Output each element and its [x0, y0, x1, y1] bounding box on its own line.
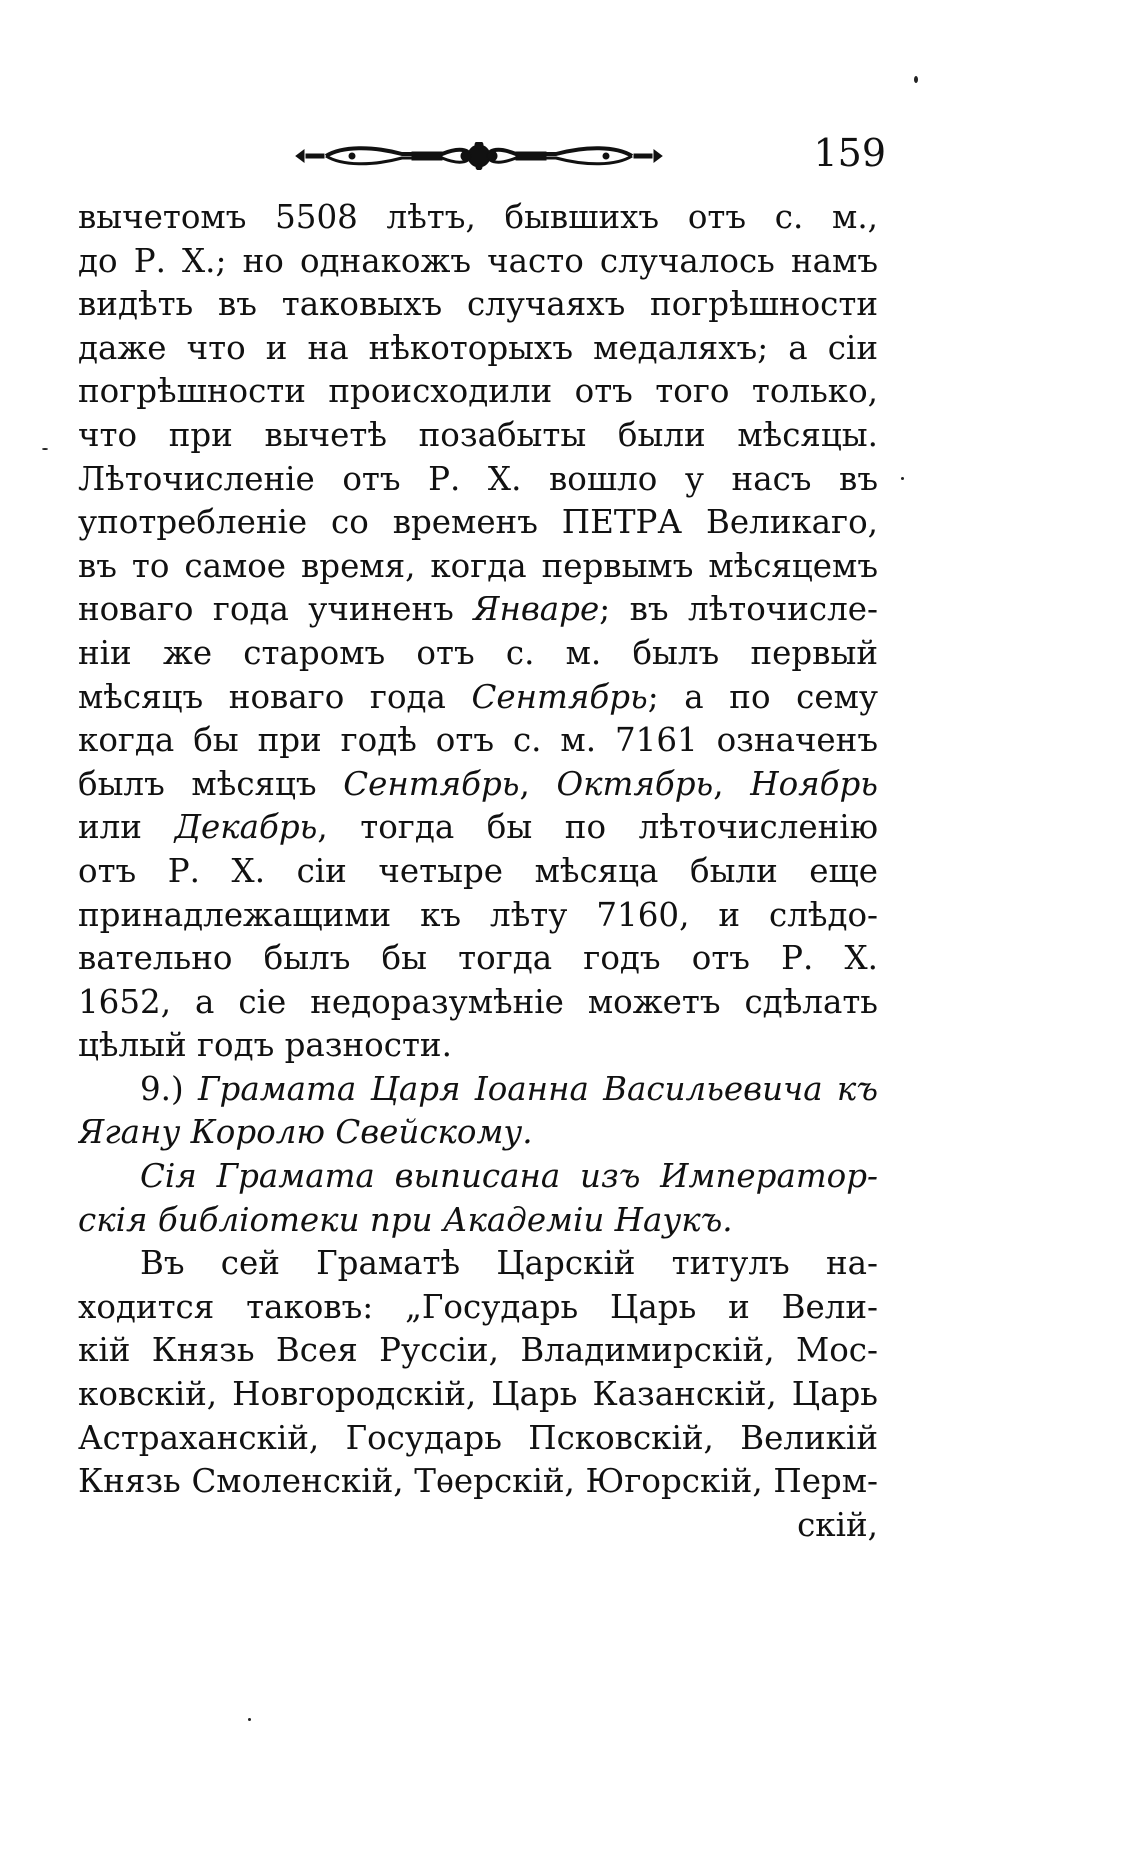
italic-segment: Сентябрь: [343, 764, 520, 803]
text-line: [78, 763, 878, 807]
italic-segment: Сентябрь: [471, 677, 648, 716]
text-segment: , тогда бы по лѣточисленію: [317, 808, 878, 847]
text-segment: ,: [713, 764, 751, 803]
text-line: вательно былъ бы тогда годъ отъ Р. Х.: [78, 939, 878, 978]
text-line: Князь Смоленскій, Тѳерскій, Югорскій, Перм-: [78, 1462, 878, 1501]
page-header: [78, 128, 886, 188]
page-number: 159: [813, 131, 886, 175]
text-line: даже что и на нѣкоторыхъ медаляхъ; а сіи: [78, 328, 878, 367]
text-line: [78, 676, 878, 720]
text-line: употребленіе со временъ ПЕТРА Великаго,: [78, 503, 878, 542]
text-line: когда бы при годѣ отъ с. м. 7161 означенъ: [78, 721, 878, 760]
text-segment: 9.): [140, 1069, 198, 1108]
text-line: [78, 806, 878, 850]
text-line: до Р. Х.; но однакожъ часто случалось намъ: [78, 241, 878, 280]
text-line: [78, 1068, 878, 1112]
text-line: кій Князь Всея Руссіи, Владимирскій, Мос-: [78, 1331, 878, 1370]
text-line: скій,: [797, 1505, 878, 1544]
page-body-text: [78, 196, 878, 1547]
text-line: Лѣточисленіе отъ Р. Х. вошло у насъ въ: [78, 459, 878, 498]
italic-segment: Октябрь: [556, 764, 714, 803]
text-segment: новаго года учиненъ: [78, 590, 474, 629]
text-line: Астраханскій, Государь Псковскій, Великій: [78, 1418, 878, 1457]
text-segment: или: [78, 808, 175, 847]
italic-segment: Декабрь: [174, 808, 318, 847]
italic-segment: Январе: [473, 590, 600, 629]
italic-segment: Грамата Царя Іоанна Васильевича къ: [198, 1069, 878, 1108]
text-line: въ то самое время, когда первымъ мѣсяцемъ: [78, 546, 878, 585]
text-line: отъ Р. Х. сіи четыре мѣсяца были еще: [78, 851, 878, 890]
text-line: цѣлый годъ разности.: [78, 1026, 452, 1065]
text-line: что при вычетѣ позабыты были мѣсяцы.: [78, 415, 878, 454]
text-line: ніи же старомъ отъ с. м. былъ первый: [78, 633, 878, 672]
text-line: видѣть въ таковыхъ случаяхъ погрѣшности: [78, 285, 878, 324]
header-ornament-icon: [292, 142, 666, 170]
text-line: [78, 1111, 878, 1155]
text-line: [78, 1155, 878, 1199]
print-speck: [248, 1718, 251, 1721]
text-line: [78, 588, 878, 632]
print-speck: [914, 76, 918, 83]
italic-segment: Сія Грамата выписана изъ Император-: [140, 1157, 878, 1196]
italic-segment: Ягану Королю Свейскому.: [78, 1113, 533, 1152]
text-segment: ,: [519, 764, 557, 803]
text-line: погрѣшности происходили отъ того только,: [78, 372, 878, 411]
text-line: ковскій, Новгородскій, Царь Казанскій, Царь: [78, 1375, 878, 1414]
text-line: ходится таковъ: „Государь Царь и Вели-: [78, 1287, 878, 1326]
text-line: 1652, а сіе недоразумѣніе можетъ сдѣлать: [78, 982, 878, 1021]
text-segment: мѣсяцъ новаго года: [78, 677, 472, 716]
text-line: [78, 1199, 878, 1243]
text-segment: ; а по сему: [647, 677, 878, 716]
text-line: вычетомъ 5508 лѣтъ, бывшихъ отъ с. м.,: [78, 198, 878, 236]
text-line: Въ сей Граматѣ Царскій титулъ на-: [140, 1244, 878, 1283]
print-speck: [42, 448, 48, 450]
text-segment: ; въ лѣточисле-: [599, 590, 878, 629]
text-segment: былъ мѣсяцъ: [78, 764, 344, 803]
text-line: принадлежащими къ лѣту 7160, и слѣдо-: [78, 895, 878, 934]
italic-segment: скія библіотеки при Академіи Наукъ.: [78, 1200, 733, 1239]
italic-segment: Ноябрь: [750, 764, 878, 803]
print-speck: [901, 477, 904, 480]
